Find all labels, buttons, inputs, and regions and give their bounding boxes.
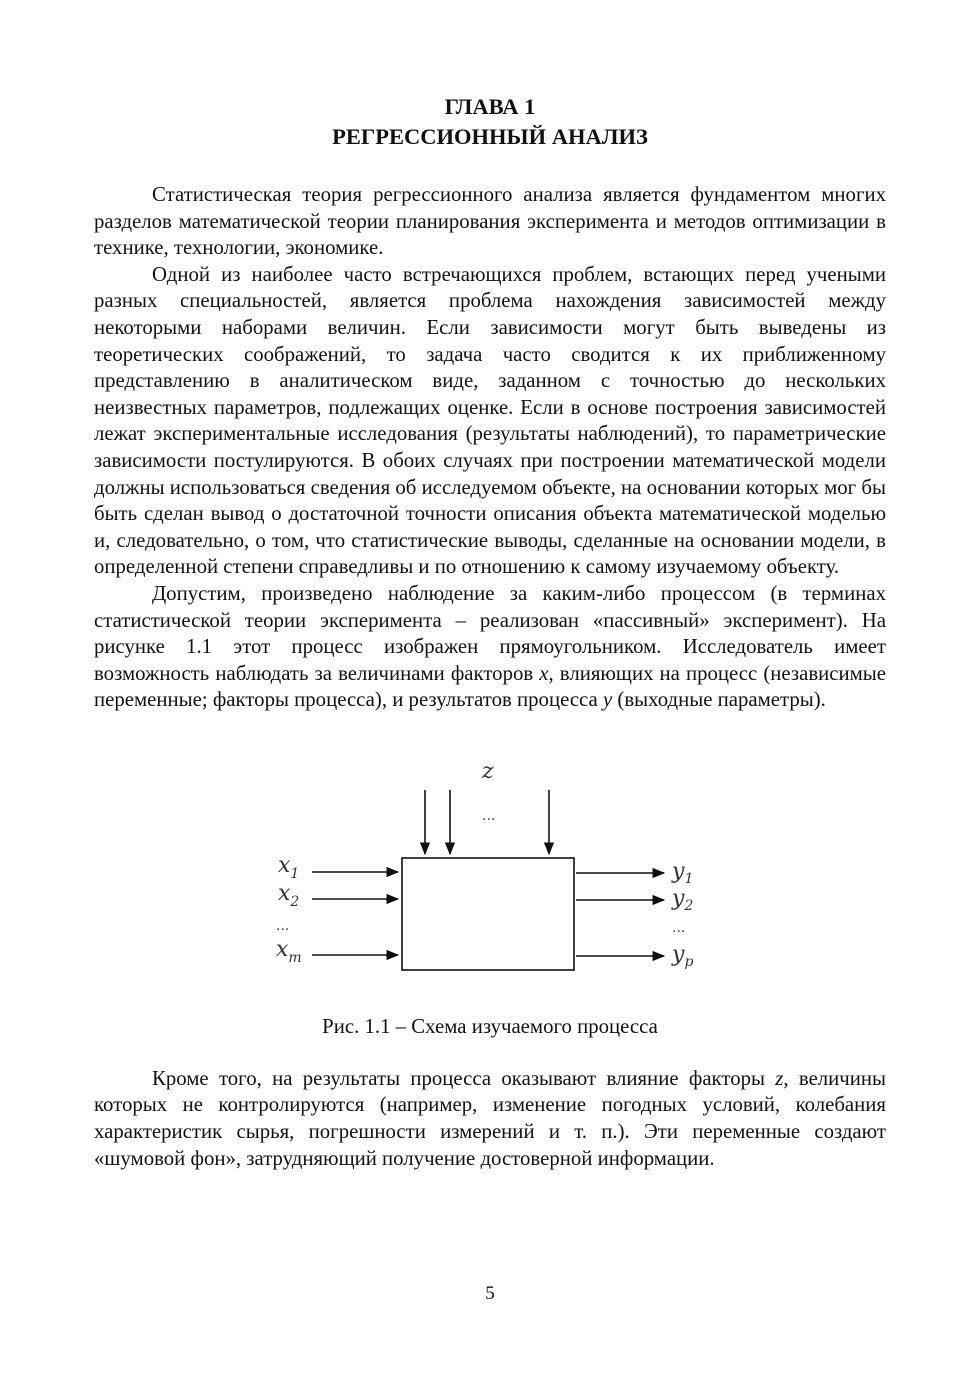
paragraph-3 [94, 581, 886, 714]
noise-factor-label: z [482, 758, 494, 784]
paragraph-3-text-c: (выходные параметры). [612, 688, 826, 712]
variable-y: y [602, 688, 613, 712]
process-diagram-svg [264, 750, 724, 1000]
noise-factor-ellipsis: ... [482, 807, 496, 824]
output-label-p: $y_p$ [672, 941, 694, 970]
input-ellipsis: ... [276, 917, 290, 934]
figure-caption: Рис. 1.1 – Схема изучаемого процесса [322, 1014, 658, 1038]
variable-x: x [539, 661, 549, 685]
paragraph-4 [94, 1066, 886, 1172]
page-number: 5 [485, 1283, 495, 1304]
paragraph-1: Статистическая теория регрессионного анализа является фундаментом многих разделов математической теории планирования эксперимента и методов оптимизации в технике, технологии, экономике. [94, 183, 886, 260]
paragraph-3-text-a: Допустим, произведено наблюдение за каким-либо процессом (в терминах статистической теории эксперимента – реализован «пассивный» эксперимент). На рисунке 1.1 этот процесс изображен прямоугольником. Исследователь имеет возможность наблюдать за величинами факторов [94, 581, 886, 685]
paragraph-3-text-b: , влияющих на процесс (независимые переменные; факторы процесса), и результатов процесса [94, 661, 886, 712]
chapter-number: ГЛАВА 1 [444, 94, 536, 119]
input-label-2: $x_2$ [278, 880, 300, 910]
input-label-1: $x_1$ [278, 852, 300, 882]
variable-z: z [775, 1066, 784, 1090]
process-diagram [94, 750, 886, 1000]
paragraph-2: Одной из наиболее часто встречающихся проблем, встающих перед учеными разных специальностей, является проблема нахождения зависимостей между некоторыми наборами величин. Если зависимости могут быть выведены из теоретических соображений, то задача часто сводится к их приближенному представлению в аналитическом виде, заданном с точностью до нескольких неизвестных параметров, подлежащих оценке. Если в основе построения зависимостей лежат экспериментальные исследования (результаты наблюдений), то параметрические зависимости постулируются. В обоих случаях при построении математической модели должны использоваться сведения об исследуемом объекте, на основании которых мог бы быть сделан вывод о достаточной точности описания объекта математической моделью и, следовательно, о том, что статистические выводы, сделанные на основании модели, в определенной степени справедливы и по отношению к самому изучаемому объекту. [94, 262, 886, 579]
paragraph-4-text-a: Кроме того, на результаты процесса оказывают влияние факторы [152, 1066, 776, 1090]
output-label-2: $y_2$ [672, 885, 694, 914]
process-box [402, 858, 574, 970]
output-ellipsis: ... [672, 919, 686, 936]
chapter-title: РЕГРЕССИОННЫЙ АНАЛИЗ [332, 124, 648, 149]
output-label-1: $y_1$ [672, 858, 694, 887]
paragraph-4-text-b: , величины которых не контролируются (например, изменение погодных условий, колебания характеристик сырья, погрешности измерений и т. п.). Эти переменные создают «шумовой фон», затрудняющий получение достоверной информации. [94, 1066, 887, 1170]
input-label-m: $x_m$ [276, 936, 302, 966]
document-page [94, 92, 886, 1172]
